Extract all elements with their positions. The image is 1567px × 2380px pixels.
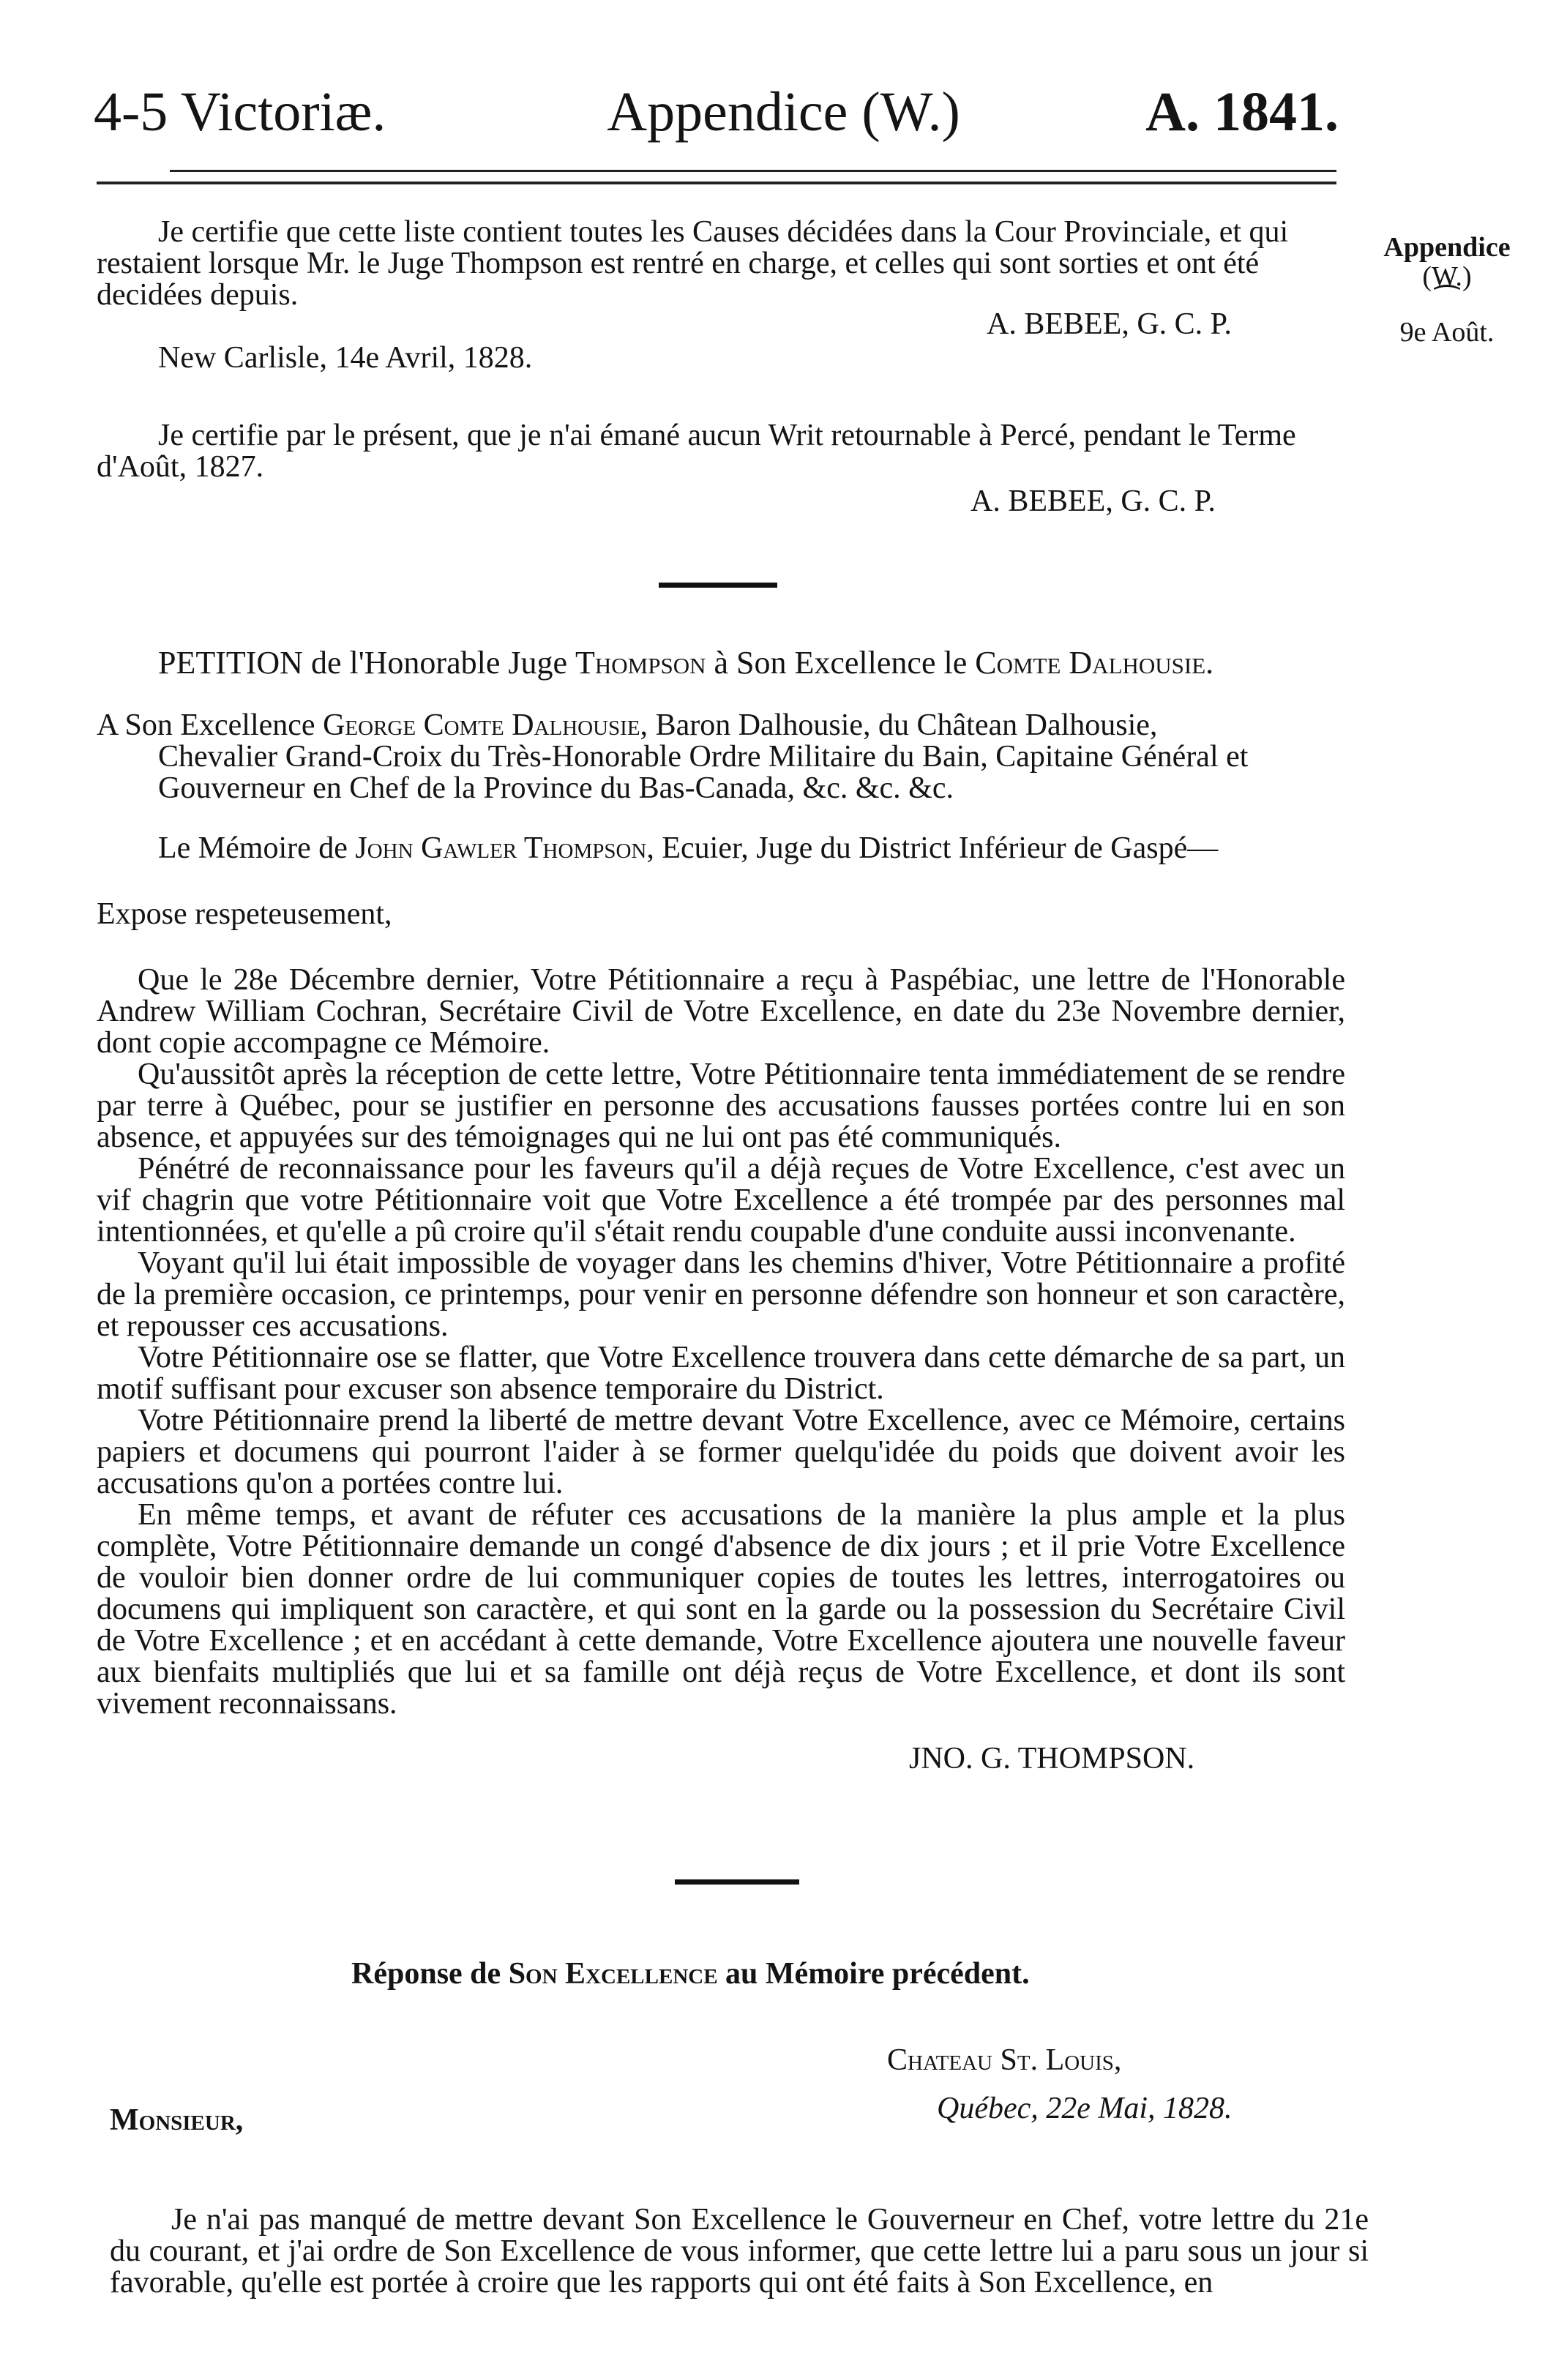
reponse-title <box>351 1958 1030 1990</box>
petition-para-7: En même temps, et avant de réfuter ces accusations de la manière la plus ample et la plus complète, Votre Pétitionnaire demande un congé d'absence de dix jours ; et il prie Votre Excellence de vouloir bien donner ordre de lui communiquer copies de toutes les lettres, interrogatoires ou documens qui impliquent son caractère, et qui sont en la garde ou la possession du Secrétaire Civil de Votre Excellence ; et en accédant à cette demande, Votre Excellence ajoutera une nouvelle faveur aux bienfaits multipliés que lui et sa famille ont déjà reçus de Votre Excellence, et dont ils sont vivement reconnaissans. <box>97 1498 1345 1721</box>
reponse-body: Je n'ai pas manqué de mettre devant Son Excellence le Gouverneur en Chef, votre lettre du 21e du courant, et j'ai ordre de Son Excellence de vous informer, que cette lettre lui a paru sous un jour si favorable, qu'elle est portée à croire que les rapports qui ont été faits à Son Excellence, en <box>110 2203 1369 2299</box>
margin-note <box>1370 233 1524 347</box>
header-rule-bottom <box>97 182 1336 184</box>
certificate-2 <box>97 420 1341 483</box>
expose-line: Expose respeteusement, <box>97 897 392 931</box>
cert1-line1: Je certifie que cette liste contient toutes les Causes décidées dans la Cour Provinciale, et qui <box>158 215 1289 249</box>
memoire-a: Le Mémoire de <box>158 831 356 865</box>
petition-para-2: Qu'aussitôt après la réception de cette lettre, Votre Pétitionnaire tenta immédiatement de se rendre par terre à Québec, pour se justifier en personne des accusations fausses portées contre lui en son absence, et appuyées sur des témoignages qui ne lui ont pas été communiqués. <box>97 1058 1345 1154</box>
petition-body <box>97 965 1345 1720</box>
reponse-title-c: au Mémoire précédent. <box>717 1957 1030 1991</box>
running-head-year: A. 1841. <box>1145 81 1339 143</box>
reponse-date: Québec, 22e Mai, 1828. <box>937 2092 1233 2125</box>
petition-title-a: PETITION de l'Honorable Juge <box>158 645 576 681</box>
margin-ornament: ⁀ <box>1435 285 1459 318</box>
petition-title-c: à Son Excellence le <box>706 645 976 681</box>
petition-para-5: Votre Pétitionnaire ose se flatter, que Votre Excellence trouvera dans cette démarche de sa part, un motif suffisant pour excuser son absence temporaire du District. <box>97 1341 1345 1406</box>
certificate-1 <box>97 217 1341 311</box>
separator-dash-1 <box>659 583 777 588</box>
cert2-line2: d'Août, 1827. <box>97 450 264 484</box>
cert1-signature: A. BEBEE, G. C. P. <box>987 307 1232 341</box>
cert1-line3: decidées depuis. <box>97 278 299 312</box>
memoire-b: John Gawler Thompson, <box>355 831 654 865</box>
memoire-c: Ecuier, Juge du District Inférieur de Gaspé— <box>654 831 1219 865</box>
margin-note-sub: (W.) <box>1422 261 1472 292</box>
margin-note-title: Appendice <box>1383 232 1511 263</box>
separator-dash-2 <box>675 1879 799 1885</box>
address-line1 <box>97 710 1341 741</box>
petition-title-b: Thompson <box>575 645 706 681</box>
petition-para-3: Pénétré de reconnaissance pour les faveurs qu'il a déjà reçues de Votre Excellence, c'est avec un vif chagrin que votre Pétitionnaire voit que Votre Excellence a été trompée par des personnes mal intentionnées, et qu'elle a pû croire qu'il s'était rendu coupable d'une conduite aussi inconvenante. <box>97 1152 1345 1249</box>
address-line3: Gouverneur en Chef de la Province du Bas-Canada, &c. &c. &c. <box>158 771 954 805</box>
petition-para-4: Voyant qu'il lui était impossible de voyager dans les chemins d'hiver, Votre Pétitionnaire a profité de la première occasion, ce printemps, pour venir en personne défendre son honneur et son caractère, et repousser ces accusations. <box>97 1246 1345 1343</box>
petition-para-1: Que le 28e Décembre dernier, Votre Pétitionnaire a reçu à Paspébiac, une lettre de l'Honorable Andrew William Cochran, Secrétaire Civil de Votre Excellence, en date du 23e Novembre dernier, dont copie accompagne ce Mémoire. <box>97 963 1345 1060</box>
petition-title-d: Comte Dalhousie. <box>975 645 1214 681</box>
address-b: George Comte Dalhousie, <box>323 708 648 742</box>
petition-para-6: Votre Pétitionnaire prend la liberté de mettre devant Votre Excellence, avec ce Mémoire, certains papiers et documens qui pourront l'aider à se former quelqu'idée du poids que doivent avoir les accusations qu'on a portées contre lui. <box>97 1404 1345 1500</box>
petition-address <box>97 710 1341 804</box>
cert2-line1: Je certifie par le présent, que je n'ai émané aucun Writ retournable à Percé, pendant le Terme <box>158 419 1296 452</box>
address-line2: Chevalier Grand-Croix du Très-Honorable Ordre Militaire du Bain, Capitaine Général et <box>158 740 1249 774</box>
petition-signature: JNO. G. THOMPSON. <box>909 1742 1195 1775</box>
running-head-left: 4-5 Victoriæ. <box>94 81 386 143</box>
running-head-title: Appendice (W.) <box>607 81 960 143</box>
margin-note-date: 9e Août. <box>1399 317 1495 348</box>
cert1-line2: restaient lorsque Mr. le Juge Thompson est rentré en charge, et celles qui sont sorties et ont été <box>97 247 1260 280</box>
reponse-salutation: Monsieur, <box>110 2103 244 2137</box>
address-a: A Son Excellence <box>97 708 324 742</box>
cert1-place-date: New Carlisle, 14e Avril, 1828. <box>158 341 533 375</box>
header-rule-top <box>170 170 1336 172</box>
reponse-place: Chateau St. Louis, <box>887 2043 1122 2077</box>
memoire-heading <box>158 833 1218 864</box>
address-c: Baron Dalhousie, du Châtean Dalhousie, <box>648 708 1158 742</box>
reponse-title-a: Réponse de <box>351 1957 509 1991</box>
cert2-signature: A. BEBEE, G. C. P. <box>971 484 1216 518</box>
reponse-title-b: Son Excellence <box>508 1957 718 1991</box>
petition-title <box>158 645 1214 681</box>
